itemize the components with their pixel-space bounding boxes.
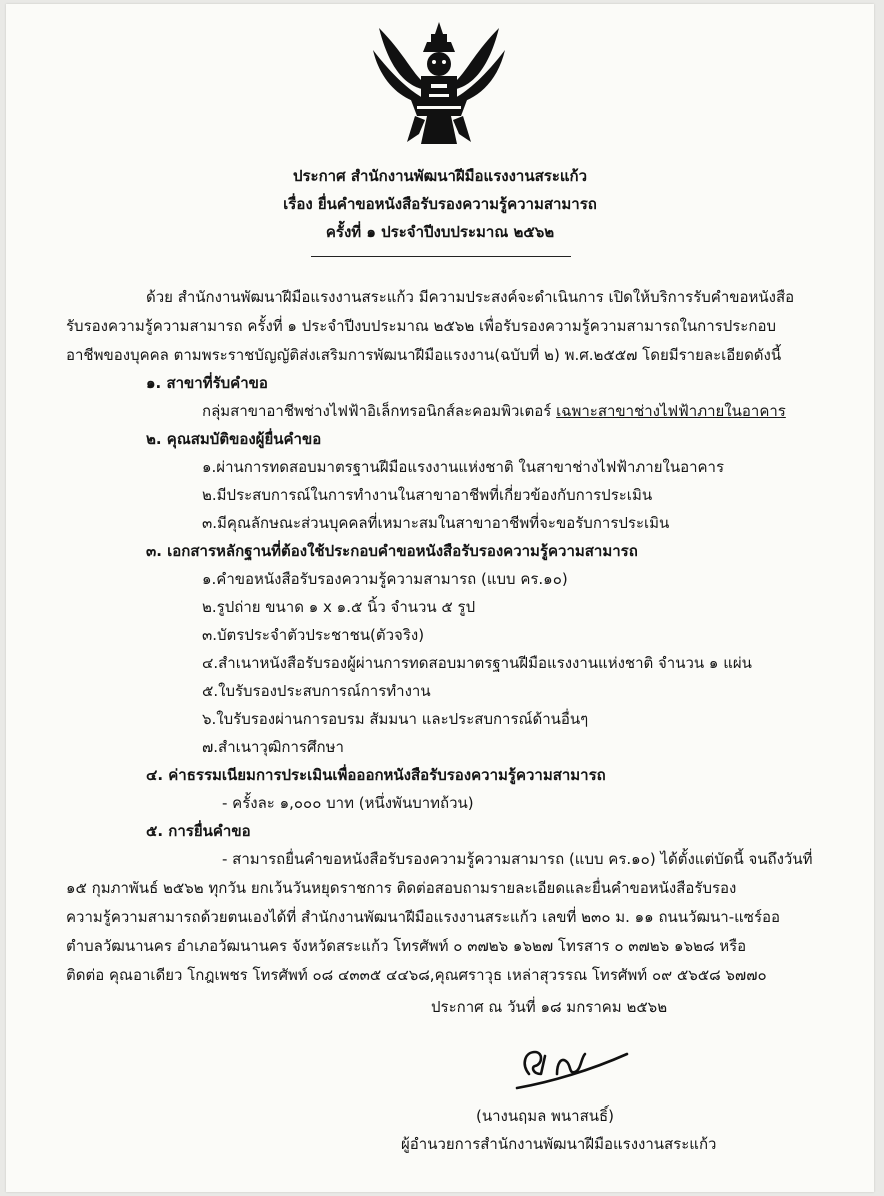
section-1-text bbox=[202, 401, 786, 421]
section-2-item-3: ๓.มีคุณลักษณะส่วนบุคคลที่เหมาะสมในสาขาอาชีพที่จะขอรับการประเมิน bbox=[202, 514, 670, 532]
section-5-line-3: ความรู้ความสามารถด้วยตนเองได้ที่ สำนักงานพัฒนาฝีมือแรงงานสระแก้ว เลขที่ ๒๓๐ ม. ๑๑ ถนนวัฒนา-แซร์ออ bbox=[66, 908, 781, 926]
signature-icon bbox=[511, 1034, 631, 1092]
section-3-item-6: ๖.ใบรับรองผ่านการอบรม สัมมนา และประสบการณ์ด้านอื่นๆ bbox=[202, 710, 589, 728]
section-5-heading: ๕. การยื่นคำขอ bbox=[146, 822, 251, 840]
title-line-2: เรื่อง ยื่นคำขอหนังสือรับรองความรู้ความสามารถ bbox=[283, 195, 597, 213]
section-4-text: - ครั้งละ ๑,๐๐๐ บาท (หนึ่งพันบาทถ้วน) bbox=[222, 794, 474, 812]
signer-title: ผู้อำนวยการสำนักงานพัฒนาฝีมือแรงงานสระแก้ว bbox=[401, 1135, 717, 1153]
title-line-1: ประกาศ สำนักงานพัฒนาฝีมือแรงงานสระแก้ว bbox=[292, 167, 588, 185]
section-3-item-7: ๗.สำเนาวุฒิการศึกษา bbox=[202, 738, 344, 756]
section-3-heading: ๓. เอกสารหลักฐานที่ต้องใช้ประกอบคำขอหนังสือรับรองความรู้ความสามารถ bbox=[146, 542, 638, 560]
section-1-text-underlined: เฉพาะสาขาช่างไฟฟ้าภายในอาคาร bbox=[556, 402, 786, 420]
section-5-line-2: ๑๕ กุมภาพันธ์ ๒๕๖๒ ทุกวัน ยกเว้นวันหยุดราชการ ติดต่อสอบถามรายละเอียดและยื่นคำขอหนังสือรับรอง bbox=[66, 879, 737, 897]
signer-name: (นางนฤมล พนาสนธิ์) bbox=[476, 1107, 615, 1125]
section-5-line-4: ตำบลวัฒนานคร อำเภอวัฒนานคร จังหวัดสระแก้ว โทรศัพท์ ๐ ๓๗๒๖ ๑๖๒๗ โทรสาร ๐ ๓๗๒๖ ๑๖๒๘ หรือ bbox=[66, 937, 747, 955]
section-3-item-3: ๓.บัตรประจำตัวประชาชน(ตัวจริง) bbox=[202, 626, 425, 644]
section-4-heading: ๔. ค่าธรรมเนียมการประเมินเพื่อออกหนังสือรับรองความรู้ความสามารถ bbox=[146, 766, 606, 784]
section-1-text-plain: กลุ่มสาขาอาชีพช่างไฟฟ้าอิเล็กทรอนิกส์ละคอมพิวเตอร์ bbox=[202, 402, 557, 420]
section-1-heading: ๑. สาขาที่รับคำขอ bbox=[146, 374, 268, 392]
title-divider bbox=[311, 256, 571, 257]
intro-line-3: อาชีพของบุคคล ตามพระราชบัญญัติส่งเสริมการพัฒนาฝีมือแรงงาน(ฉบับที่ ๒) พ.ศ.๒๕๕๗ โดยมีรายละเอียดดังนี้ bbox=[66, 346, 782, 364]
garuda-emblem-icon bbox=[371, 20, 507, 152]
section-2-item-2: ๒.มีประสบการณ์ในการทำงานในสาขาอาชีพที่เกี่ยวข้องกับการประเมิน bbox=[202, 486, 653, 504]
section-5-line-1: - สามารถยื่นคำขอหนังสือรับรองความรู้ความสามารถ (แบบ คร.๑๐) ได้ตั้งแต่บัดนี้ จนถึงวันที่ bbox=[222, 850, 813, 868]
section-3-item-4: ๔.สำเนาหนังสือรับรองผู้ผ่านการทดสอบมาตรฐานฝีมือแรงงานแห่งชาติ จำนวน ๑ แผ่น bbox=[202, 654, 752, 672]
announce-date: ประกาศ ณ วันที่ ๑๘ มกราคม ๒๕๖๒ bbox=[431, 998, 668, 1016]
intro-line-1: ด้วย สำนักงานพัฒนาฝีมือแรงงานสระแก้ว มีความประสงค์จะดำเนินการ เปิดให้บริการรับคำขอหนังสือ bbox=[146, 288, 795, 306]
title-line-3: ครั้งที่ ๑ ประจำปีงบประมาณ ๒๕๖๒ bbox=[325, 223, 555, 241]
section-5-line-5: ติดต่อ คุณอาเดียว โกฎเพชร โทรศัพท์ ๐๘ ๔๓๓๕ ๔๔๖๘,คุณศราวุธ เหล่าสุวรรณ โทรศัพท์ ๐๙ ๕๖๕๘ ๖๗๗๐ bbox=[66, 966, 767, 984]
section-2-heading: ๒. คุณสมบัติของผู้ยื่นคำขอ bbox=[146, 430, 322, 448]
section-3-item-2: ๒.รูปถ่าย ขนาด ๑ x ๑.๕ นิ้ว จำนวน ๕ รูป bbox=[202, 598, 476, 616]
section-3-item-5: ๕.ใบรับรองประสบการณ์การทำงาน bbox=[202, 682, 431, 700]
section-2-item-1: ๑.ผ่านการทดสอบมาตรฐานฝีมือแรงงานแห่งชาติ ในสาขาช่างไฟฟ้าภายในอาคาร bbox=[202, 458, 725, 476]
document-page bbox=[6, 4, 874, 1192]
intro-line-2: รับรองความรู้ความสามารถ ครั้งที่ ๑ ประจำปีงบประมาณ ๒๕๖๒ เพื่อรับรองความรู้ความสามารถในการประกอบ bbox=[66, 317, 776, 335]
section-3-item-1: ๑.คำขอหนังสือรับรองความรู้ความสามารถ (แบบ คร.๑๐) bbox=[202, 570, 568, 588]
